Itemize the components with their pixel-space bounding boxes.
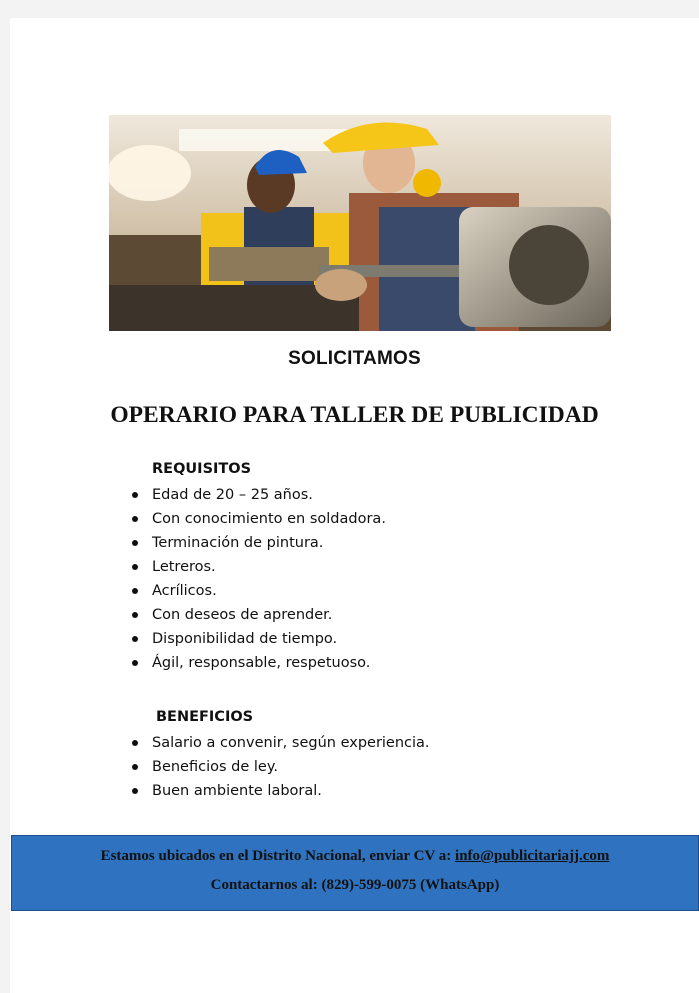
- list-item-text: Letreros.: [152, 559, 216, 575]
- list-item: [130, 555, 386, 579]
- list-item-text: Salario a convenir, según experiencia.: [152, 735, 430, 751]
- contact-banner: [11, 835, 699, 911]
- workers-photo-illustration: [109, 115, 611, 331]
- location-text: Estamos ubicados en el Distrito Nacional, enviar CV a:: [100, 848, 456, 864]
- requirements-heading: REQUISITOS: [152, 461, 252, 477]
- requirements-list: [130, 483, 386, 675]
- workers-photo: [109, 115, 611, 331]
- bullet-icon: [132, 492, 138, 498]
- location-line: [12, 848, 698, 865]
- bullet-icon: [132, 740, 138, 746]
- bullet-icon: [132, 588, 138, 594]
- list-item: [130, 603, 386, 627]
- contact-line: Contactarnos al: (829)-599-0075 (WhatsApp): [210, 877, 500, 893]
- bullet-icon: [132, 660, 138, 666]
- list-item: [130, 531, 386, 555]
- list-item: [130, 755, 430, 779]
- list-item-text: Beneficios de ley.: [152, 759, 278, 775]
- list-item-text: Acrílicos.: [152, 583, 217, 599]
- job-title: OPERARIO PARA TALLER DE PUBLICIDAD: [110, 402, 599, 428]
- list-item-text: Ágil, responsable, respetuoso.: [152, 655, 371, 671]
- email-link[interactable]: info@publicitariajj.com: [455, 848, 610, 864]
- list-item-text: Terminación de pintura.: [152, 535, 324, 551]
- list-item: [130, 627, 386, 651]
- list-item-text: Con deseos de aprender.: [152, 607, 333, 623]
- bullet-icon: [132, 612, 138, 618]
- list-item: [130, 731, 430, 755]
- headline: SOLICITAMOS: [288, 348, 421, 369]
- benefits-list: [130, 731, 430, 803]
- benefits-section: [130, 707, 430, 803]
- list-item-text: Edad de 20 – 25 años.: [152, 487, 313, 503]
- list-item-text: Disponibilidad de tiempo.: [152, 631, 338, 647]
- list-item: [130, 507, 386, 531]
- benefits-heading: BENEFICIOS: [156, 709, 254, 725]
- flyer-page: [10, 18, 699, 993]
- bullet-icon: [132, 540, 138, 546]
- list-item-text: Buen ambiente laboral.: [152, 783, 322, 799]
- list-item: [130, 651, 386, 675]
- bullet-icon: [132, 764, 138, 770]
- list-item: [130, 483, 386, 507]
- bullet-icon: [132, 564, 138, 570]
- bullet-icon: [132, 788, 138, 794]
- bullet-icon: [132, 636, 138, 642]
- bullet-icon: [132, 516, 138, 522]
- list-item-text: Con conocimiento en soldadora.: [152, 511, 386, 527]
- list-item: [130, 779, 430, 803]
- requirements-section: [130, 459, 386, 675]
- list-item: [130, 579, 386, 603]
